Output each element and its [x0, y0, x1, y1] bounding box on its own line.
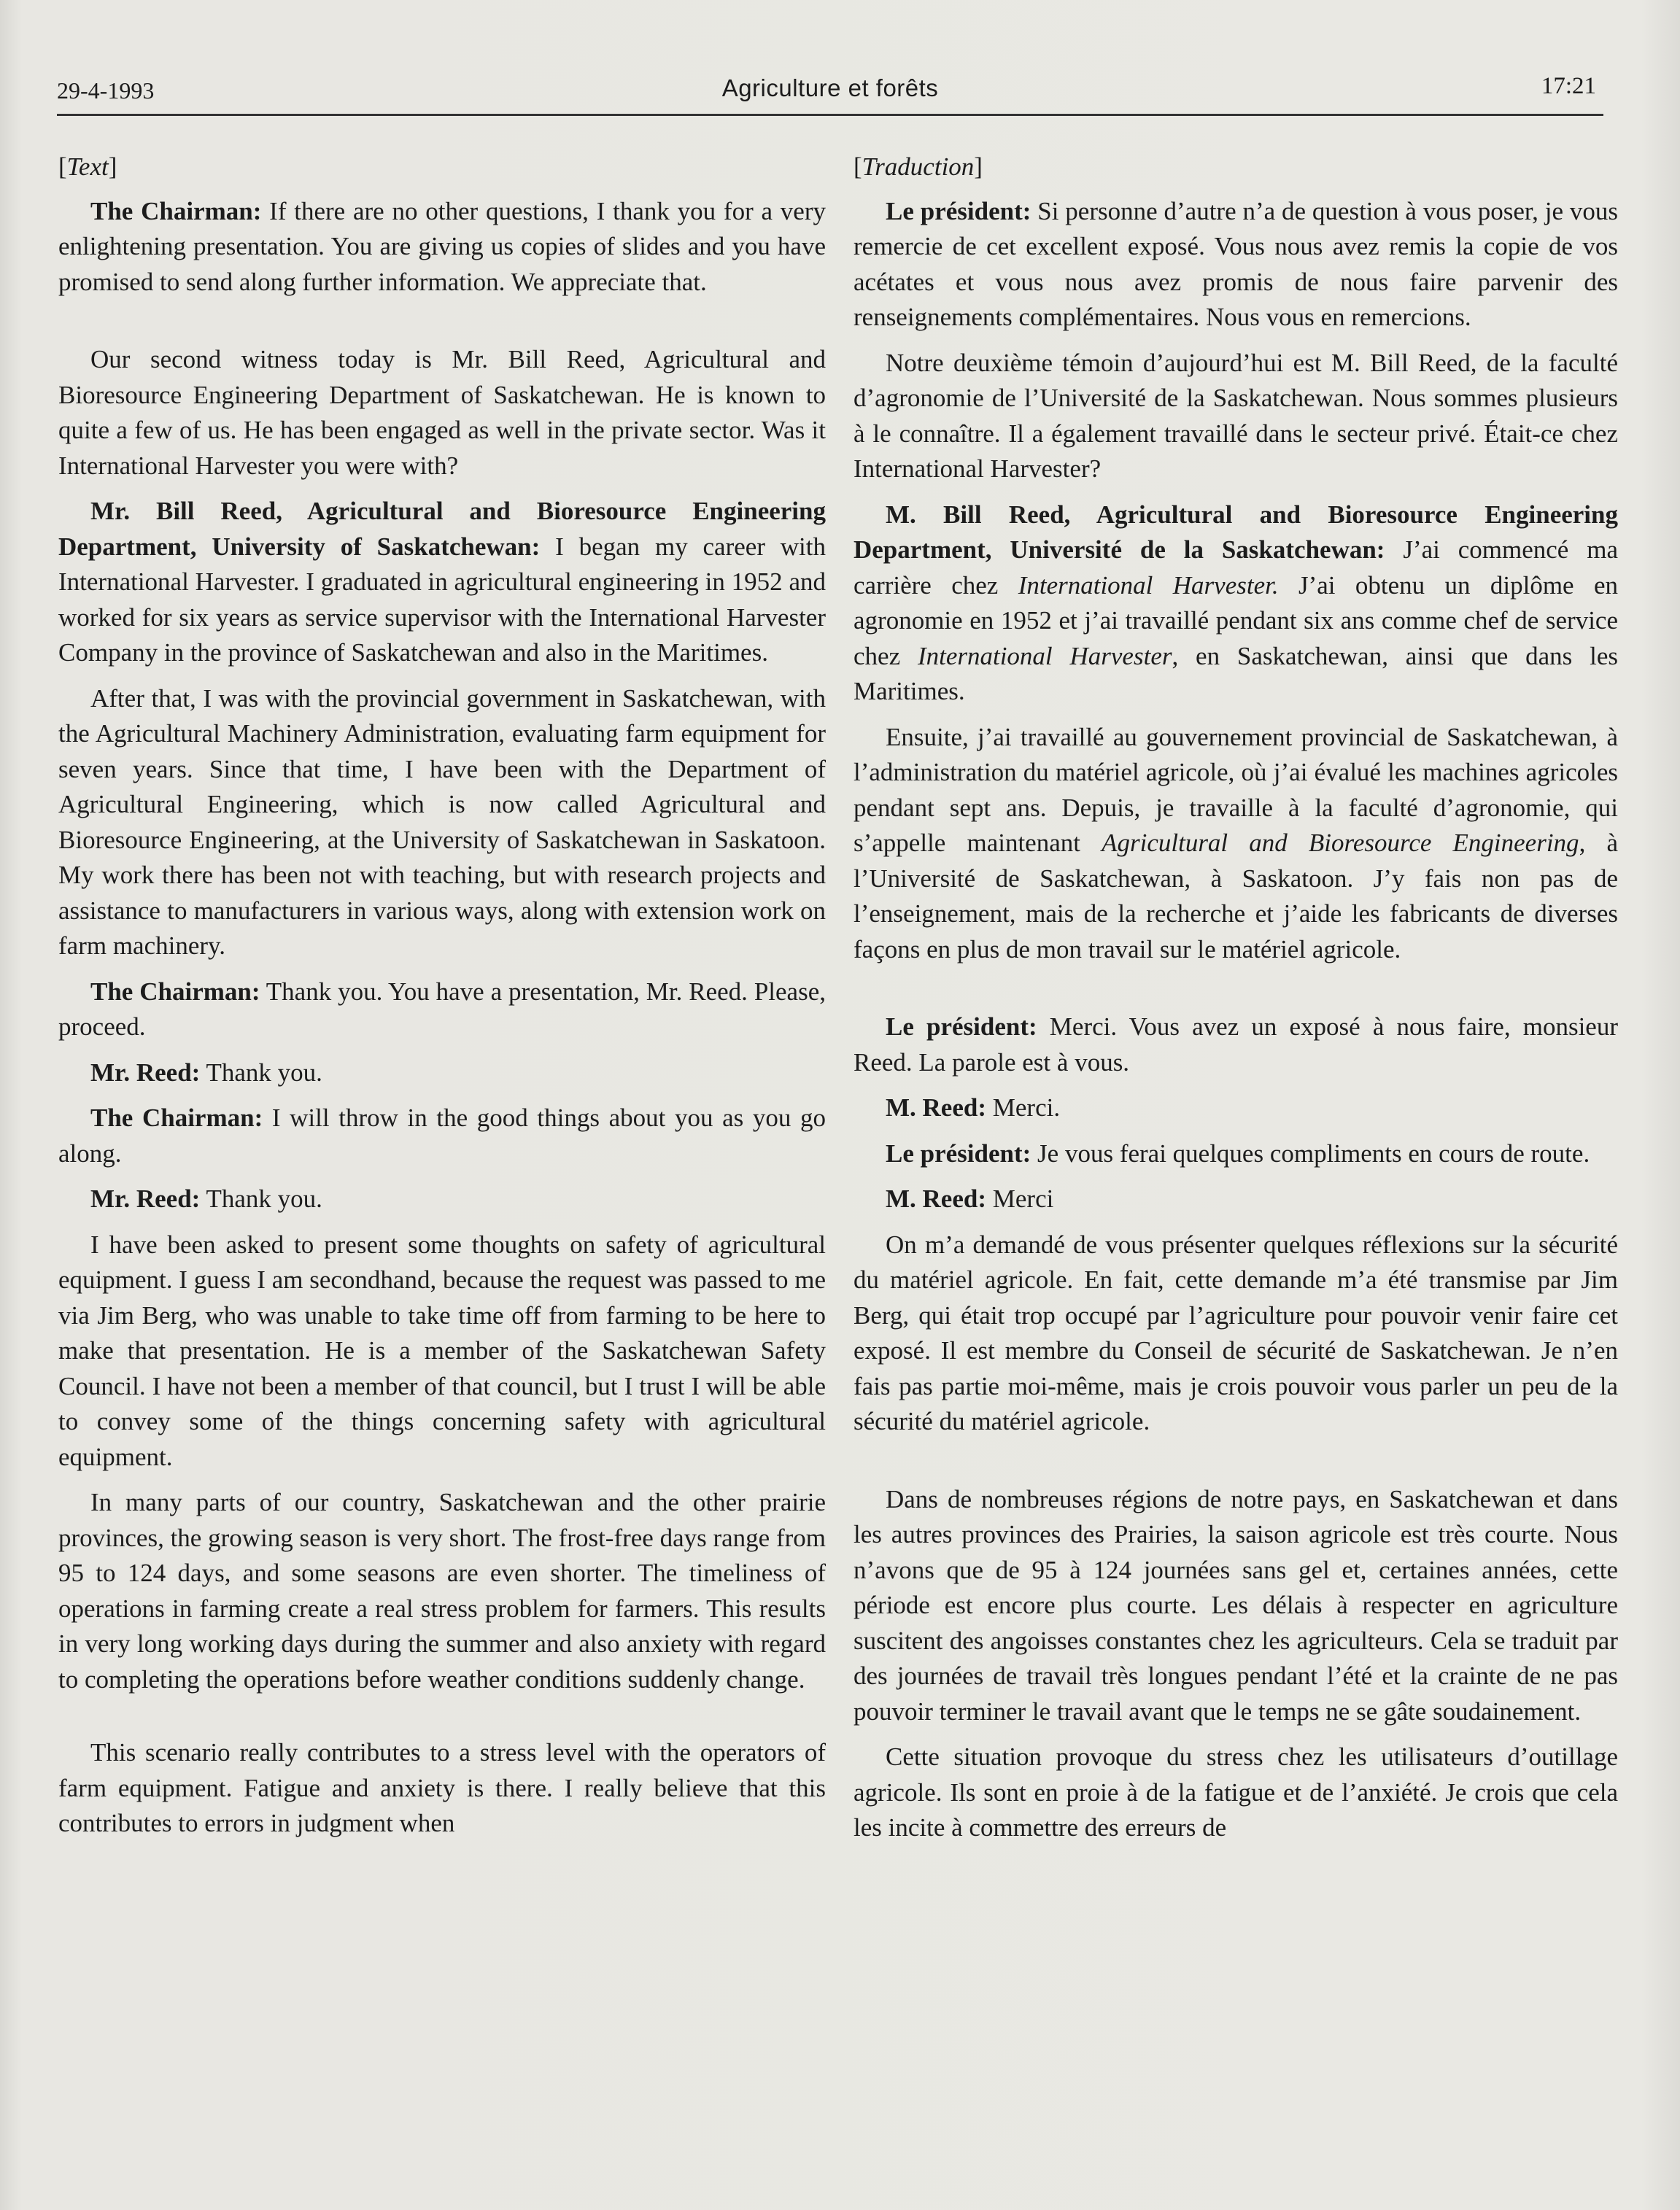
paragraph-text: Je vous ferai quelques compliments en cours de route. — [1031, 1139, 1590, 1168]
header-date: 29-4-1993 — [57, 77, 155, 104]
header-page-number: 17:21 — [1541, 73, 1596, 99]
paragraph — [58, 974, 826, 1045]
paragraph — [58, 194, 826, 301]
speaker-label: Le président: — [886, 1139, 1031, 1168]
paragraph — [853, 1482, 1618, 1730]
speaker-label: The Chairman: — [90, 1104, 263, 1132]
paragraph — [58, 681, 826, 964]
paragraph — [853, 1009, 1618, 1080]
paragraph-text: Dans de nombreuses régions de notre pays, en Saskatchewan et dans les autres provinces des Prairies, la saison agricole est très courte. Nous n’avons que de 95 à 124 journées sans gel et, certaines années, cette période est encore plus courte. Les délais à respecter en agriculture suscitent des angoisses constantes chez les agriculteurs. Cela se traduit par des journées de travail très longues pendant l’été et la crainte de ne pas pouvoir terminer le travail avant que le temps ne se gâte soudainement. — [853, 1484, 1618, 1726]
paragraph — [58, 342, 826, 484]
french-column — [853, 150, 1618, 1856]
speaker-label: Le président: — [886, 1012, 1037, 1041]
paragraph-text: , à l’Université de Saskatchewan, à Saskatoon. J’y fais non pas de l’enseignement, mais de la recherche et j’aide les fabricants de diverses façons en plus de mon travail sur le matériel agricole. — [853, 829, 1618, 964]
paragraph-text: On m’a demandé de vous présenter quelques réflexions sur la sécurité du matériel agricole. En fait, cette demande m’a été transmise par Jim Berg, qui était trop occupé par l’agriculture pour pouvoir venir faire cet exposé. Il est membre du Conseil de sécurité de Saskatchewan. Je n’en fais pas partie moi-même, mais je crois pouvoir vous parler un peu de la sécurité du matériel agricole. — [853, 1230, 1618, 1435]
paragraph — [853, 1136, 1618, 1172]
paragraph — [58, 1101, 826, 1171]
paragraph — [853, 1740, 1618, 1846]
paragraph — [58, 1055, 826, 1091]
paragraph-text: After that, I was with the provincial government in Saskatchewan, with the Agricultural Machinery Administration, evaluating farm equipment for seven years. Since that time, I have been with the Department of Agricultural Engineering, which is now called Agricultural and Bioresource Engineering, at the University of Saskatchewan in Saskatoon. My work there has been not with teaching, but with research projects and assistance to manufacturers in various ways, along with extension work on farm machinery. — [58, 683, 826, 960]
paragraph-text: This scenario really contributes to a stress level with the operators of farm equipment. Fatigue and anxiety is there. I really believe that this contributes to errors in judgment when — [58, 1738, 826, 1837]
paragraph — [853, 1090, 1618, 1126]
paragraph — [853, 720, 1618, 968]
speaker-label: Mr. Reed: — [90, 1185, 201, 1213]
speaker-label: M. Bill Reed, Agricultural and Bioresource Engineering Department, Université de la Saskatchewan: — [853, 500, 1618, 564]
paragraph-text: Ensuite, j’ai travaillé au gouvernement provincial de Saskatchewan, à l’administration du matériel agricole, où j’ai évalué les machines agricoles pendant sept ans. Depuis, je travaille à la faculté d’agronomie, qui s’appelle maintenant — [853, 722, 1618, 857]
english-column — [58, 150, 826, 1852]
paragraph — [853, 1182, 1618, 1217]
paragraph-text: J’ai obtenu un diplôme en agronomie en 1952 et j’ai travaillé pendant six ans comme chef de service chez — [853, 570, 1618, 670]
paragraph — [853, 1228, 1618, 1440]
paragraph-text: Notre deuxième témoin d’aujourd’hui est M. Bill Reed, de la faculté d’agronomie de l’Université de la Saskatchewan. Nous sommes plusieurs à le connaître. Il a également travaillé dans le secteur privé. Était-ce chez International Harvester? — [853, 348, 1618, 483]
paragraph-text: , en Saskatchewan, ainsi que dans les Maritimes. — [853, 641, 1618, 705]
paragraph — [58, 494, 826, 671]
paragraph-text: Our second witness today is Mr. Bill Reed, Agricultural and Bioresource Engineering Department of Saskatchewan. He is known to quite a few of us. He has been engaged as well in the private sector. Was it International Harvester you were with? — [58, 345, 826, 480]
paragraph-text: Merci — [986, 1185, 1054, 1213]
section-label-traduction: [Traduction] — [853, 152, 983, 181]
paragraph-text: Thank you. You have a presentation, Mr. Reed. Please, proceed. — [58, 977, 826, 1041]
paragraph — [58, 1735, 826, 1842]
speaker-label: M. Reed: — [886, 1093, 987, 1122]
paragraph-text: I have been asked to present some thoughts on safety of agricultural equipment. I guess I am secondhand, because the request was passed to me via Jim Berg, who was unable to take time off from farming to be here to make that presentation. He is a member of the Saskatchewan Safety Council. I have not been a member of that council, but I trust I will be able to convey some of the things concerning safety with agricultural equipment. — [58, 1230, 826, 1471]
section-label-text: [Text] — [58, 152, 117, 181]
paragraph — [58, 1182, 826, 1217]
paragraph — [853, 346, 1618, 487]
paragraph-text: Cette situation provoque du stress chez les utilisateurs d’outillage agricole. Ils sont en proie à de la fatigue et de l’anxiété. Je crois que cela les incite à commettre des erreurs de — [853, 1742, 1618, 1842]
paragraph-text: Thank you. — [200, 1185, 322, 1213]
speaker-label: Mr. Reed: — [90, 1058, 201, 1087]
paragraph-text: Merci. — [986, 1093, 1061, 1122]
italic-text: International Harvester. — [1018, 570, 1279, 600]
page-header — [57, 70, 1603, 116]
speaker-label: M. Reed: — [886, 1185, 987, 1213]
speaker-label: The Chairman: — [90, 977, 260, 1006]
paragraph — [58, 1228, 826, 1476]
header-title: Agriculture et forêts — [721, 74, 939, 101]
paragraph-text: J’ai commencé ma carrière chez — [853, 535, 1618, 600]
speaker-label: The Chairman: — [90, 196, 262, 225]
speaker-label: Le président: — [886, 196, 1031, 225]
paragraph-text: I began my career with International Harvester. I graduated in agricultural engineering in 1952 and worked for six years as service supervisor with the International Harvester Company in the province of Saskatchewan and also in the Maritimes. — [58, 532, 827, 667]
paragraph-text: Thank you. — [200, 1058, 322, 1087]
paragraph-text: Merci. Vous avez un exposé à nous faire, monsieur Reed. La parole est à vous. — [853, 1012, 1618, 1077]
paragraph-text: I will throw in the good things about you as you go along. — [58, 1104, 826, 1168]
paragraph-text: If there are no other questions, I thank you for a very enlightening presentation. You are giving us copies of slides and you have promised to send along further information. We appreciate that. — [58, 196, 827, 296]
italic-text: Agricultural and Bioresource Engineering — [1102, 829, 1579, 857]
paragraph-text: In many parts of our country, Saskatchewan and the other prairie provinces, the growing season is very short. The frost-free days range from 95 to 124 days, and some seasons are even shorter. The timeliness of operations in farming create a real stress problem for farmers. This results in very long working days during the summer and also anxiety with regard to completing the operations before weather conditions suddenly change. — [58, 1488, 826, 1694]
speaker-label: Mr. Bill Reed, Agricultural and Bioresource Engineering Department, University of Saskatchewan: — [58, 497, 826, 561]
paragraph — [853, 194, 1618, 336]
paragraph — [58, 1485, 826, 1697]
paragraph — [853, 497, 1618, 710]
italic-text: International Harvester — [917, 641, 1172, 670]
paragraph-text: Si personne d’autre n’a de question à vous poser, je vous remercie de cet excellent exposé. Vous nous avez remis la copie de vos acétates et vous nous avez promis de nous faire parvenir des renseignements complémentaires. Nous vous en remercions. — [853, 196, 1618, 331]
